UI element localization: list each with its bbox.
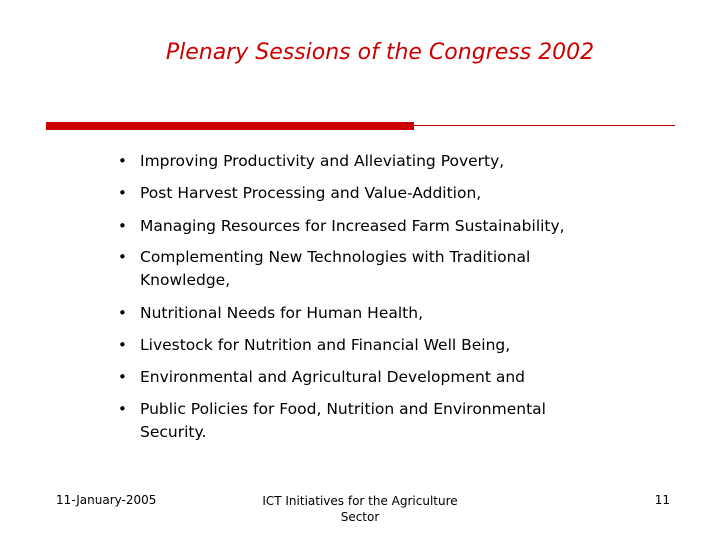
title-divider-thick xyxy=(46,122,414,130)
bullet-icon: • xyxy=(118,304,127,322)
page-number: 11 xyxy=(654,493,670,507)
bullet-icon: • xyxy=(118,368,127,386)
list-item xyxy=(118,398,610,444)
list-item xyxy=(118,366,678,389)
bullet-icon: • xyxy=(118,248,127,266)
bullet-text: Public Policies for Food, Nutrition and Environmental Security. xyxy=(140,400,546,441)
bullet-text: Complementing New Technologies with Traditional Knowledge, xyxy=(140,248,531,289)
list-item xyxy=(118,182,678,205)
bullet-icon: • xyxy=(118,152,127,170)
bullet-text: Improving Productivity and Alleviating Poverty, xyxy=(140,152,505,170)
bullet-icon: • xyxy=(118,336,127,354)
bullet-text: Nutritional Needs for Human Health, xyxy=(140,304,423,322)
footer-date: 11-January-2005 xyxy=(56,493,157,507)
bullet-icon: • xyxy=(118,400,127,418)
footer-title-line: Sector xyxy=(340,510,380,524)
bullet-icon: • xyxy=(118,217,127,235)
bullet-text: Environmental and Agricultural Development and xyxy=(140,368,526,386)
list-item xyxy=(118,246,570,292)
list-item xyxy=(118,215,678,238)
footer-title-line: ICT Initiatives for the Agriculture xyxy=(262,494,458,508)
bullet-text: Managing Resources for Increased Farm Sustainability, xyxy=(140,217,565,235)
bullet-text: Livestock for Nutrition and Financial Well Being, xyxy=(140,336,511,354)
slide-title: Plenary Sessions of the Congress 2002 xyxy=(165,40,595,65)
bullet-list xyxy=(118,150,678,444)
footer-title xyxy=(240,493,480,525)
list-item xyxy=(118,150,678,173)
bullet-icon: • xyxy=(118,184,127,202)
bullet-text: Post Harvest Processing and Value-Addition, xyxy=(140,184,482,202)
list-item xyxy=(118,302,678,325)
list-item xyxy=(118,334,678,357)
